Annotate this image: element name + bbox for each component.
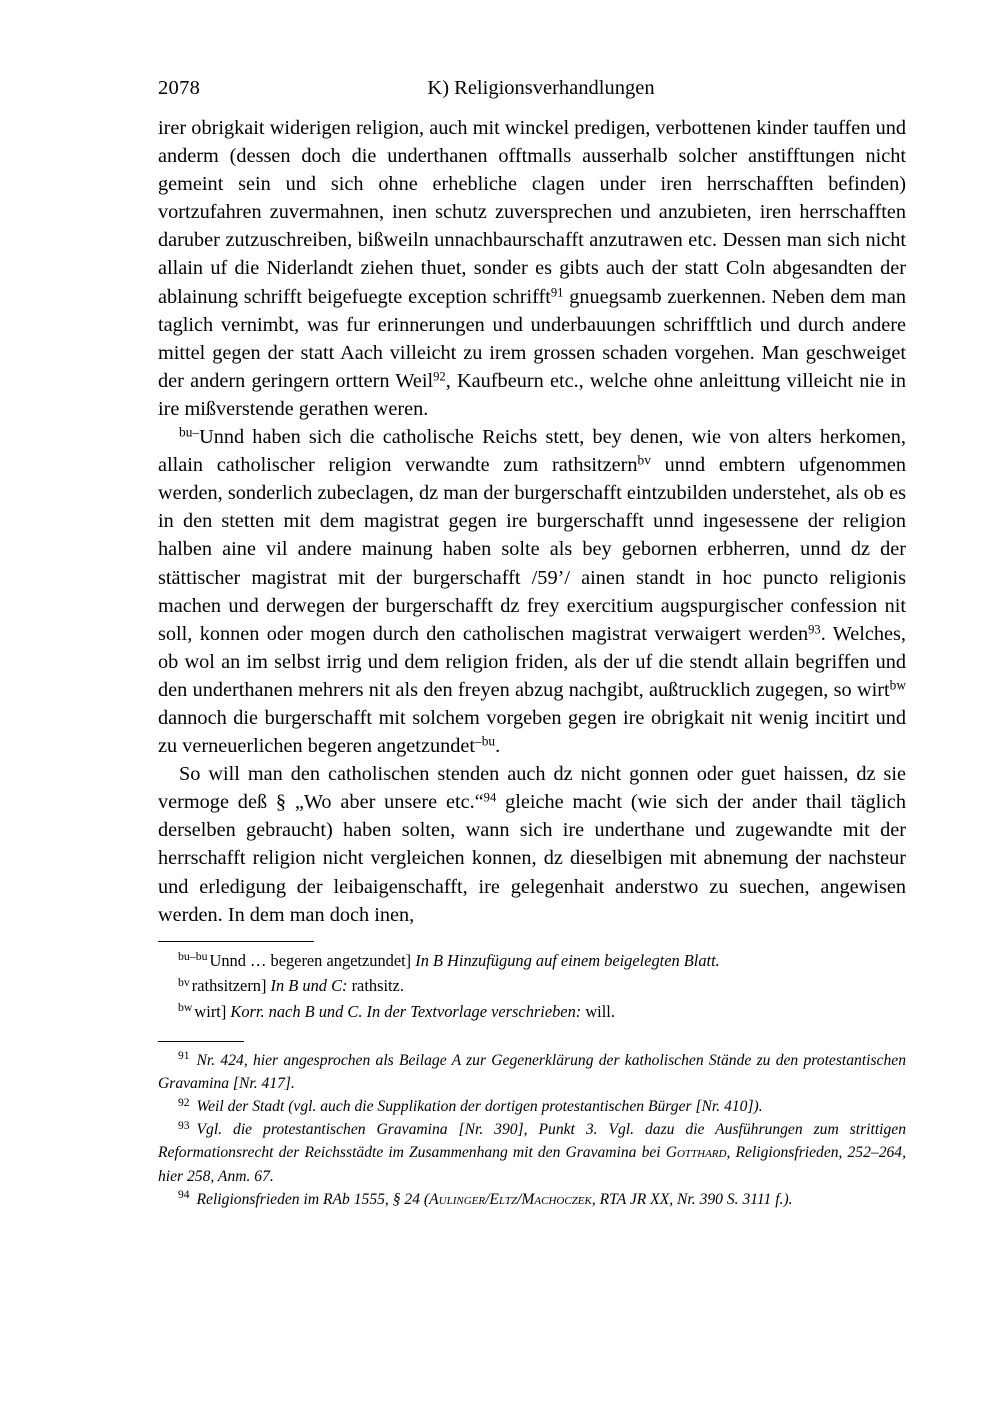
footnote-93-author: Gotthard bbox=[665, 1144, 727, 1162]
paragraph-1-text-b: gnuegsamb zuerkennen. Neben dem man taglich vernimbt, was fur erinnerungen und underbauungen schrifftlich und durch andere mittel gegen der statt Aach villeicht zu irem grossen schaden vorgehen. Man geschweiget der andern geringern orttern Weil bbox=[158, 285, 906, 392]
footnote-ref-93[interactable]: 93 bbox=[808, 622, 821, 637]
paragraph-3-text-a: So will man den catholischen stenden auch dz nicht gonnen oder guet haissen, dz sie vermoge deß § „Wo aber unsere etc.“ bbox=[158, 763, 906, 814]
running-title: K) Religionsverhandlungen bbox=[427, 77, 655, 99]
apparatus-ref-bu-close[interactable]: –bu bbox=[475, 733, 496, 749]
footnote-number-94: 94 bbox=[178, 1189, 190, 1202]
footnote-text-92: Weil der Stadt (vgl. auch die Supplikation der dortigen protestantischen Bürger [Nr. 410]). bbox=[196, 1097, 763, 1115]
footnote-text-93-b: , Religionsfrieden, 252–264, hier 258, Anm. 67. bbox=[158, 1144, 906, 1185]
apparatus-note-bw: Korr. nach B und C. In der Textvorlage verschrieben: bbox=[230, 1001, 582, 1021]
apparatus-lemma-bv: rathsitzern] bbox=[191, 976, 267, 996]
paragraph-2-text-b: unnd embtern ufgenommen werden, sonderlich zubeclagen, dz man der burgerschafft eintzubilden understehet, als ob es in den stetten mit dem magistrat gegen ire burgerschafft unnd ingesessene der religion halben aine vil andere mainung haben solte als bey gebornen erbherren, unnd dz der stättischer magistrat mit der burgerschafft /59’/ ainen standt in hoc puncto religionis machen und derwegen der burgerschafft dz frey exercitium augspurgischer confession nit soll, konnen oder mogen durch den catholischen magistrat verwaigert werden bbox=[158, 454, 906, 645]
paragraph-2 bbox=[158, 423, 906, 760]
footnote-ref-94[interactable]: 94 bbox=[483, 790, 497, 805]
footnote-number-92: 92 bbox=[178, 1096, 190, 1109]
footnote-number-93: 93 bbox=[178, 1119, 190, 1132]
footnote-94 bbox=[158, 1188, 906, 1211]
page-content-column bbox=[158, 0, 906, 1211]
apparatus-ref-bv[interactable]: bv bbox=[637, 452, 651, 468]
apparatus-lemma-bw: wirt] bbox=[194, 1001, 227, 1021]
footnote-ref-91[interactable]: 91 bbox=[550, 285, 564, 300]
paragraph-2-text-e: . bbox=[495, 735, 501, 758]
footnote-94-editors: Aulinger/Eltz/Machoczek bbox=[429, 1190, 592, 1208]
paragraph-2-text-a: Unnd haben sich die catholische Reichs stett, bey denen, wie von alters herkomen, allain catholischer religion verwandte zum rathsitzern bbox=[158, 426, 906, 477]
paragraph-1-text-c: , Kaufbeurn etc., welche ohne anleittung villeicht nie in ire mißverstende gerathen weren. bbox=[158, 369, 906, 420]
paragraph-1-text-a: irer obrigkait widerigen religion, auch mit winckel predigen, verbottenen kinder tauffen und anderm (dessen doch die underthanen offtmalls ausserhalb solcher anstifftungen nicht gemeint sein und sich ohne erhebliche clagen under iren herrschafften befinden) vortzufahren zuvermahnen, inen schutz zuversprechen und anzubieten, iren herrschafften daruber zutzuschreiben, bißweiln unnachbaurschafft anzutrawen etc. Dessen man sich nicht allain uf die Niderlandt ziehen thuet, sonder es gibts auch der statt Coln abgesandten der ablainung schrifft beigefuegte exception schrifft bbox=[158, 117, 906, 308]
footnote-block bbox=[158, 1041, 906, 1211]
paragraph-1 bbox=[158, 114, 906, 423]
apparatus-marker-bw: bw bbox=[178, 1000, 193, 1015]
apparatus-note-tail-bw: will. bbox=[581, 1001, 615, 1021]
footnote-93 bbox=[158, 1118, 906, 1188]
apparatus-entry-bv bbox=[158, 973, 906, 999]
footnote-text-91: Nr. 424, hier angesprochen als Beilage A zur Gegenerklärung der katholischen Stände zu den protestantischen Gravamina [Nr. 417]. bbox=[158, 1051, 906, 1092]
apparatus-note-bu: In B Hinzufügung auf einem beigelegten Blatt. bbox=[415, 950, 720, 970]
body-text bbox=[158, 114, 906, 929]
apparatus-ref-bu-open[interactable]: bu– bbox=[179, 424, 200, 440]
page-number: 2078 bbox=[158, 77, 201, 99]
apparatus-ref-bw[interactable]: bw bbox=[889, 677, 906, 693]
paragraph-3 bbox=[158, 760, 906, 929]
apparatus-note-tail-bv: rathsitz. bbox=[347, 976, 404, 996]
footnote-91 bbox=[158, 1049, 906, 1095]
apparatus-entry-bu bbox=[158, 948, 906, 974]
footnote-text-93-a: Vgl. die protestantischen Gravamina [Nr. 390], Punkt 3. Vgl. dazu die Ausführungen zum strittigen Reformationsrecht der Reichsstädte im Zusammenhang mit den Gravamina bei bbox=[158, 1121, 906, 1162]
critical-apparatus bbox=[158, 941, 906, 1025]
paragraph-3-text-b: gleiche macht (wie sich der ander thail täglich derselben gebraucht) haben solten, wann sich ire underthane und zugewandte mit der herrschafft religion nicht vergleichen konnen, dz dieselbigen mit abnemung der nachsteur und erledigung der leibaigenschafft, ire gelegenhait anderstwo zu suechen, angewisen werden. In dem man doch inen, bbox=[158, 791, 906, 926]
footnote-ref-92[interactable]: 92 bbox=[433, 369, 446, 384]
footnote-number-91: 91 bbox=[178, 1050, 190, 1063]
apparatus-marker-bu: bu–bu bbox=[178, 949, 208, 964]
apparatus-lemma-bu: Unnd … begeren angetzundet] bbox=[209, 950, 412, 970]
running-head bbox=[158, 74, 906, 114]
apparatus-note-bv: In B und C: bbox=[270, 976, 348, 996]
footnote-92 bbox=[158, 1095, 906, 1118]
paragraph-2-text-c: . Welches, ob wol an im selbst irrig und dem religion friden, als der uf die stendt allain begriffen und den underthanen mehrers nit als den freyen abzug nachgibt, außtrucklich zugegen, so wirt bbox=[158, 622, 906, 701]
apparatus-entry-bw bbox=[158, 999, 906, 1025]
footnote-text-94-b: , RTA JR XX, Nr. 390 S. 3111 f.). bbox=[591, 1190, 793, 1208]
apparatus-marker-bv: bv bbox=[178, 974, 190, 989]
footnote-text-94-a: Religionsfrieden im RAb 1555, § 24 ( bbox=[196, 1190, 430, 1208]
paragraph-2-text-d: dannoch die burgerschafft mit solchem vorgeben gegen ire obrigkait nit wenig incitirt und zu verneuerlichen begeren angetzundet bbox=[158, 706, 906, 758]
